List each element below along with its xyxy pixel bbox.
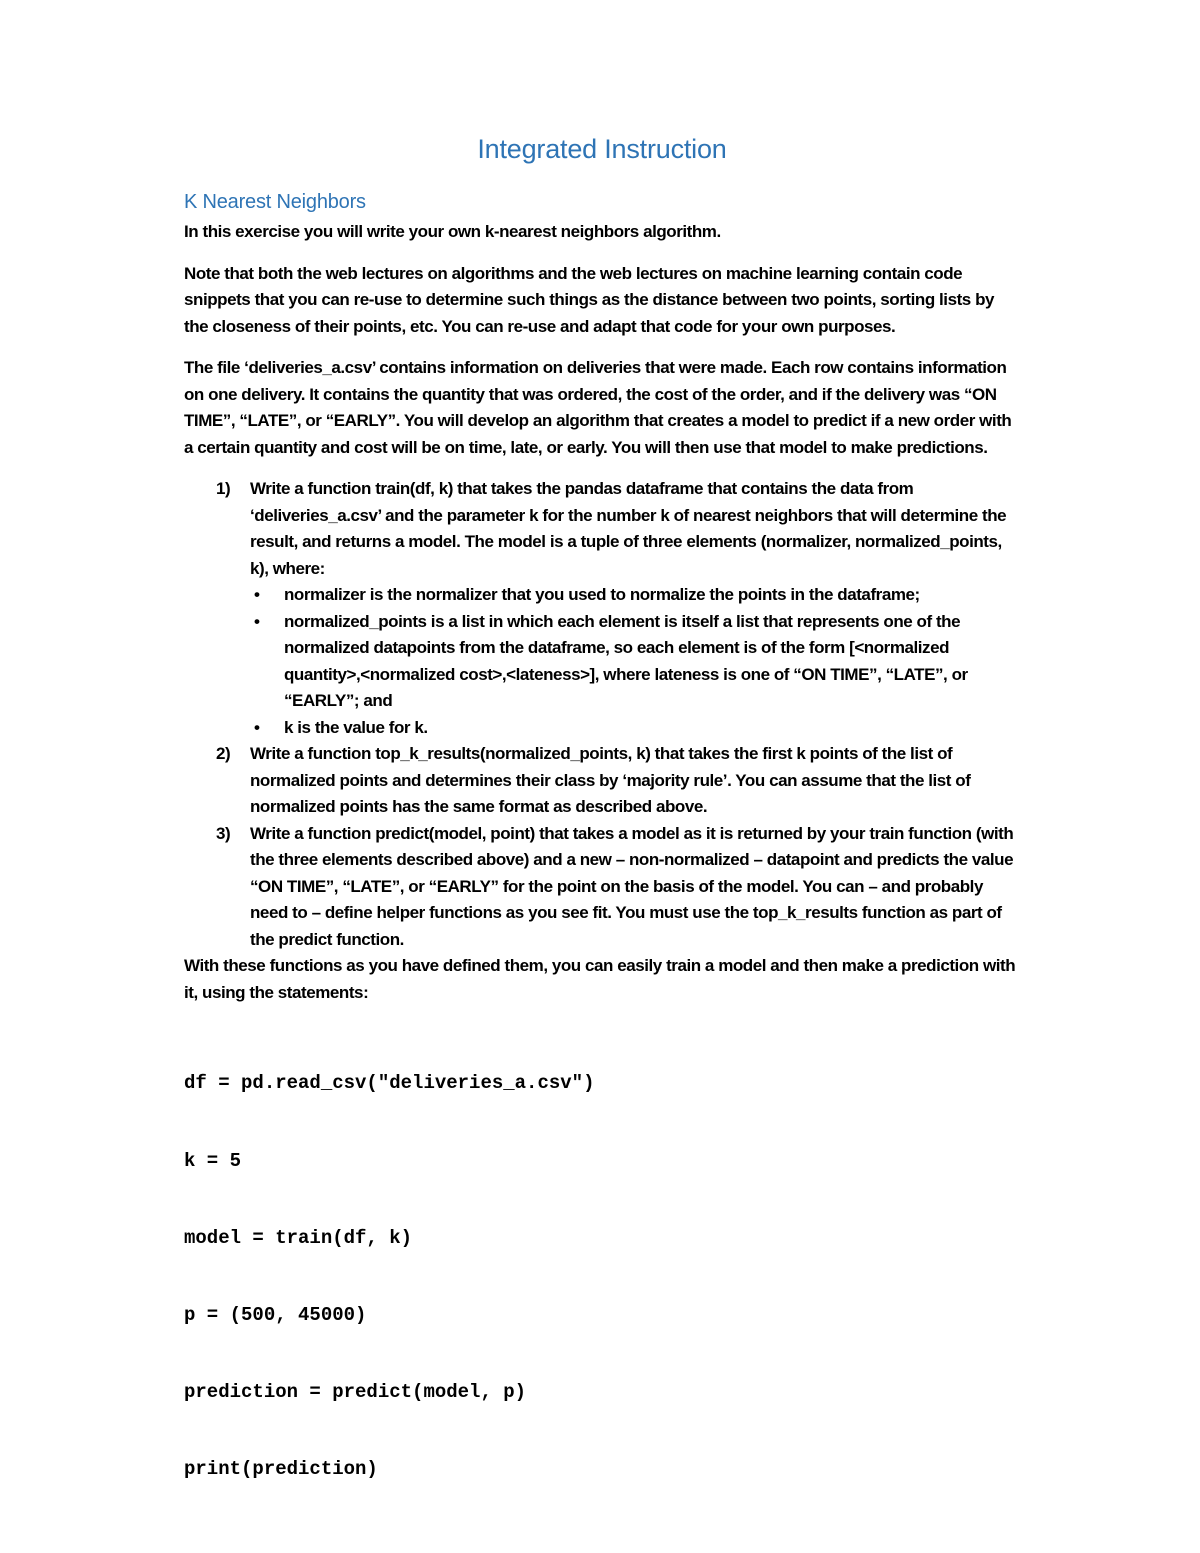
code-line: prediction = predict(model, p) xyxy=(184,1380,527,1403)
code-line: df = pd.read_csv("deliveries_a.csv") xyxy=(184,1072,595,1095)
task-text: Write a function top_k_results(normalized_points, k) that takes the first k points of the list of normalized points and determines their class by ‘majority rule’. You can assume that the list of normalized points has the same format as described above. xyxy=(250,744,971,816)
bullet-item xyxy=(250,609,1020,715)
bullet-icon: • xyxy=(254,717,260,737)
code-line: k = 5 xyxy=(184,1149,242,1172)
bullet-item xyxy=(250,582,1020,609)
bullet-icon: • xyxy=(254,585,260,604)
task-item xyxy=(184,741,1020,821)
code-line: print(prediction) xyxy=(184,1457,378,1480)
bullet-item xyxy=(250,715,1020,742)
page-title: Integrated Instruction xyxy=(477,134,727,164)
section-heading: K Nearest Neighbors xyxy=(184,191,366,213)
task-text: Write a function train(df, k) that takes the pandas dataframe that contains the data from ‘deliveries_a.csv’ and the parameter k for the number k of nearest neighbors that will determine the result, and returns a model. The model is a tuple of three elements (normalizer, normalized_points, k), where: xyxy=(250,479,1007,578)
task-item xyxy=(184,476,1020,741)
file-description-paragraph: The file ‘deliveries_a.csv’ contains information on deliveries that were made. Each row contains information on one delivery. It contains the quantity that was ordered, the cost of the order, and if the delivery was “ON TIME”, “LATE”, or “EARLY”. You will develop an algorithm that creates a model to predict if a new order with a certain quantity and cost will be on time, late, or early. You will then use that model to make predictions. xyxy=(184,358,1012,457)
bullet-text: normalized_points is a list in which each element is itself a list that represents one of the normalized datapoints from the dataframe, so each element is of the form [<normalized quantity>,<normalized cost>,<lateness>], where lateness is one of “ON TIME”, “LATE”, or “EARLY”; and xyxy=(284,611,968,710)
intro-paragraph: In this exercise you will write your own k-nearest neighbors algorithm. xyxy=(184,222,721,241)
task-number: 3) xyxy=(216,823,231,843)
task-item xyxy=(184,821,1020,954)
bullet-text: normalizer is the normalizer that you used to normalize the points in the dataframe; xyxy=(284,585,920,604)
note-paragraph: Note that both the web lectures on algorithms and the web lectures on machine learning contain code snippets that you can re-use to determine such things as the distance between two points, sorting lists by the closeness of their points, etc. You can re-use and adapt that code for your own purposes. xyxy=(184,263,995,336)
code-block xyxy=(184,1020,1020,1534)
task-list xyxy=(184,476,1020,953)
code-line: p = (500, 45000) xyxy=(184,1303,367,1326)
task-number: 2) xyxy=(216,744,231,763)
closing-paragraph: With these functions as you have defined them, you can easily train a model and then make a prediction with it, using the statements: xyxy=(184,956,1016,1002)
task-number: 1) xyxy=(216,479,231,498)
code-line: model = train(df, k) xyxy=(184,1226,413,1249)
bullet-list xyxy=(250,582,1020,741)
document-content xyxy=(184,128,1020,1534)
bullet-text: k is the value for k. xyxy=(284,717,428,737)
bullet-icon: • xyxy=(254,611,260,631)
task-text: Write a function predict(model, point) that takes a model as it is returned by your train function (with the three elements described above) and a new – non-normalized – datapoint and predicts the value “ON TIME”, “LATE”, or “EARLY” for the point on the basis of the model. You can – and probably need to – define helper functions as you see fit. You must use the top_k_results function as part of the predict function. xyxy=(250,823,1014,949)
